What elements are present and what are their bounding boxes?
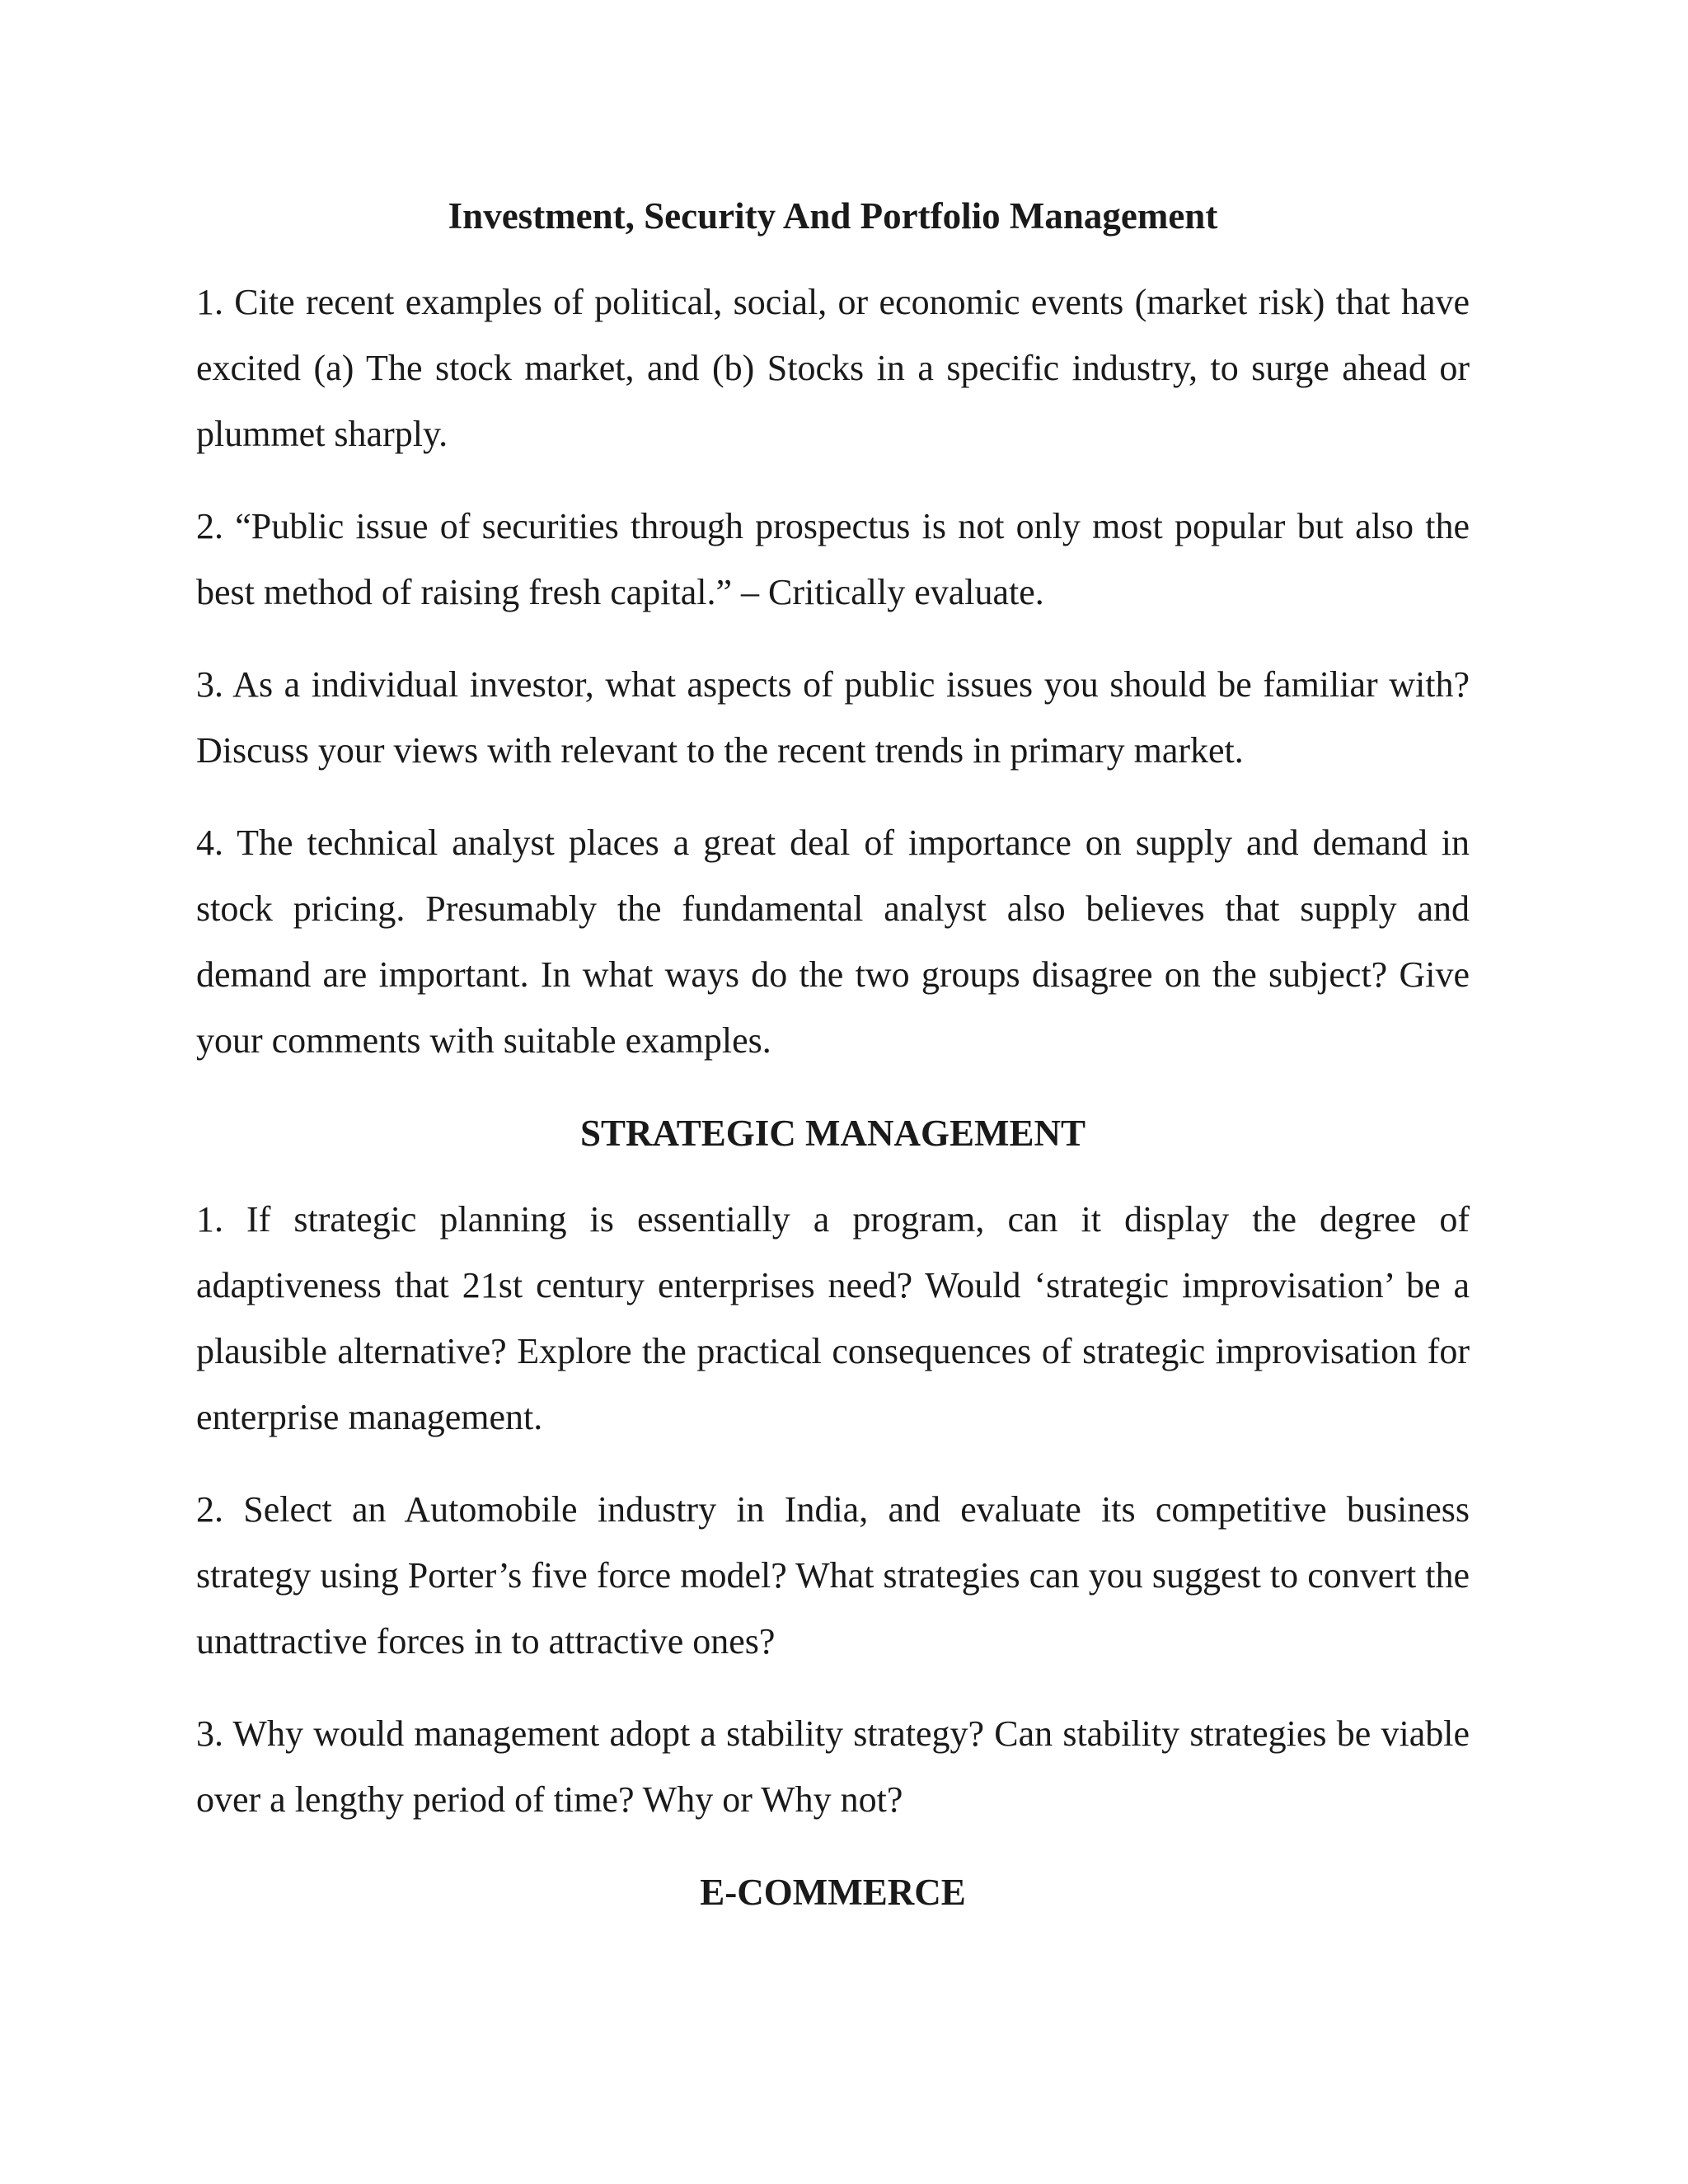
section-strategic bbox=[196, 1100, 1470, 1833]
section-investment bbox=[196, 183, 1470, 1074]
section-heading-investment: Investment, Security And Portfolio Management bbox=[448, 195, 1218, 237]
section-heading-ecommerce: E-COMMERCE bbox=[700, 1872, 966, 1913]
question-3-strategic: 3. Why would management adopt a stability strategy? Can stability strategies be viable over a lengthy period of time? Why or Why not? bbox=[196, 1713, 1470, 1820]
document-page bbox=[196, 183, 1470, 1925]
section-heading-strategic: STRATEGIC MANAGEMENT bbox=[580, 1113, 1085, 1154]
question-2-strategic: 2. Select an Automobile industry in India, and evaluate its competitive business strategy using Porter’s five force model? What strategies can you suggest to convert the unattractive forces in to attractive ones? bbox=[196, 1489, 1470, 1661]
question-3-investment: 3. As a individual investor, what aspects of public issues you should be familiar with? Discuss your views with relevant to the recent trends in primary market. bbox=[196, 664, 1470, 771]
question-4-investment: 4. The technical analyst places a great deal of importance on supply and demand in stock pricing. Presumably the fundamental analyst also believes that supply and demand are important. In what ways do the two groups disagree on the subject? Give your comments with suitable examples. bbox=[196, 823, 1470, 1061]
question-1-strategic: 1. If strategic planning is essentially a program, can it display the degree of adaptiveness that 21st century enterprises need? Would ‘strategic improvisation’ be a plausible alternative? Explore the practical consequences of strategic improvisation for enterprise management. bbox=[196, 1199, 1470, 1437]
question-2-investment: 2. “Public issue of securities through prospectus is not only most popular but also the best method of raising fresh capital.” – Critically evaluate. bbox=[196, 506, 1470, 612]
question-1-investment: 1. Cite recent examples of political, social, or economic events (market risk) that have excited (a) The stock market, and (b) Stocks in a specific industry, to surge ahead or plummet sharply. bbox=[196, 282, 1470, 454]
section-ecommerce bbox=[196, 1859, 1470, 1925]
